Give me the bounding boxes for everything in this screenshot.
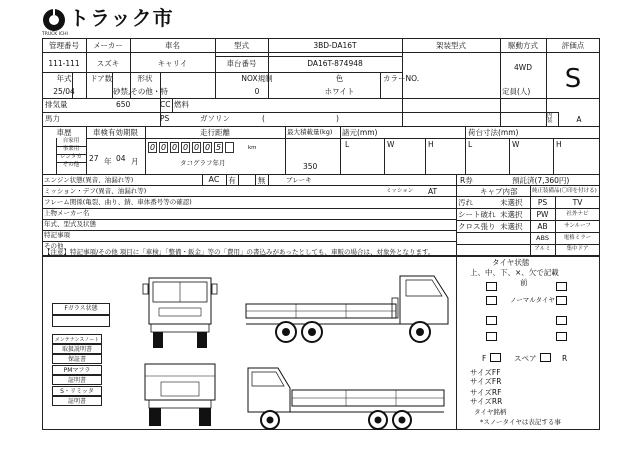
- expiry-year: 27: [89, 154, 99, 163]
- dims-l: L: [345, 140, 350, 149]
- odo-unit: km: [248, 145, 257, 151]
- r-value: 預託済(7,360円): [512, 176, 570, 185]
- doc-pm-cert: 証明書: [52, 375, 102, 385]
- tire-title: タイヤ状態: [492, 258, 530, 267]
- equip-pw: PW: [536, 210, 549, 219]
- equip-alumi: アルミ: [534, 246, 551, 252]
- equip-tv: TV: [572, 198, 583, 207]
- displacement-value: 650: [116, 100, 131, 109]
- doc-pm-muffler: PMマフラ: [52, 365, 102, 375]
- tire-size-rf: サイズRF: [470, 388, 502, 397]
- equip-sunroof: サンルーフ: [564, 223, 591, 229]
- expiry-month: 04: [116, 154, 126, 163]
- odo-label: 走行距離: [200, 128, 230, 137]
- equip-central-door: 集中ドア: [566, 246, 589, 252]
- cab-seat-label: シート破れ: [458, 210, 496, 219]
- capacity-label: 定員(人): [502, 87, 531, 96]
- rating-value: S: [564, 64, 582, 94]
- expiry-month-unit: 月: [131, 157, 139, 166]
- doc-warranty: 保証書: [52, 354, 102, 364]
- other-row: その他: [44, 242, 64, 250]
- year-value: 25/04: [53, 87, 75, 96]
- bed-label: 荷台寸法(mm): [468, 128, 519, 137]
- equip-ab: AB: [537, 222, 548, 231]
- rating-label: 評価点: [561, 41, 585, 50]
- odo-digit-1: 0: [149, 143, 156, 152]
- tire-snow-note: *スノータイヤは表記する事: [480, 418, 561, 426]
- tire-ff-right[interactable]: [556, 282, 567, 291]
- tire-fr-left[interactable]: [486, 296, 497, 305]
- logo-mark-icon: [42, 8, 66, 32]
- tire-fr-right[interactable]: [556, 296, 567, 305]
- doc-s-cert: 証明書: [52, 396, 102, 406]
- tire-size-rr: サイズRR: [470, 397, 503, 406]
- truck-side-view-icon: [236, 268, 456, 356]
- frame-value: DA16T-874948: [307, 59, 363, 68]
- inspect-item-2: 事業用: [62, 146, 80, 152]
- tacho-label: タコグラフ年月: [180, 159, 226, 167]
- mission-tag: ミッション: [386, 188, 414, 194]
- body-type-label: 架装型式: [436, 41, 466, 50]
- fuel-value: ガソリン: [200, 114, 230, 123]
- tire-f-label: F: [482, 354, 487, 363]
- tire-rr-left[interactable]: [486, 332, 497, 341]
- odo-digit-2: 0: [160, 143, 167, 152]
- nox-label: NOX規制: [241, 74, 273, 83]
- color-label: 色: [335, 74, 344, 83]
- model-value: 3BD-DA16T: [313, 41, 357, 50]
- cab-seat-value: 未選択: [500, 210, 523, 219]
- odo-digit-7: 5: [215, 143, 222, 152]
- odo-digit-4: 0: [182, 143, 189, 152]
- fuel-paren-close: ): [336, 114, 339, 123]
- tire-rf-left[interactable]: [486, 316, 497, 325]
- tire-maker-label: タイヤ銘柄: [474, 408, 507, 416]
- nox-value: 0: [254, 87, 260, 96]
- tire-normal: ノーマルタイヤ: [510, 296, 555, 304]
- frame-row: フレーム関係(亀裂、曲り、錆、車体番号等の確認): [44, 198, 192, 206]
- hp-label: 馬力: [45, 114, 60, 123]
- tire-front: 前: [520, 278, 528, 287]
- equip-mirror: 電格ミラー: [563, 235, 592, 241]
- tire-spare-label: スペア: [514, 354, 537, 363]
- interior-value: A: [576, 115, 582, 124]
- color-no-label: カラーNO.: [383, 74, 420, 83]
- maker-label: メーカー: [93, 41, 123, 50]
- doc-maint-note: メンテナンスノート: [52, 334, 102, 344]
- bed-l: L: [468, 140, 473, 149]
- logo-subtext: TRUCK ICHI: [42, 32, 68, 37]
- hp-unit: PS: [160, 114, 170, 123]
- cab-cloth-value: 未選択: [500, 222, 523, 231]
- mission-label: ミッション・デフ(異音、油漏れ等): [44, 187, 147, 195]
- dims-w: W: [387, 140, 395, 149]
- inspect-item-4: その他: [62, 162, 80, 168]
- tire-sub: 上、中、下、×、欠で記載: [470, 268, 559, 277]
- inspect-item-1: 自家用: [62, 138, 80, 144]
- expiry-label: 車検有効期限: [93, 128, 138, 137]
- cab-cloth-label: クロス張り: [458, 222, 496, 231]
- frame-label: 車台番号: [226, 59, 257, 68]
- tire-f-box[interactable]: [490, 353, 501, 362]
- odo-digit-3: 0: [171, 143, 178, 152]
- dims-label: 諸元(mm): [342, 128, 378, 137]
- logo-text: トラック市: [69, 6, 174, 30]
- equip-label: 純正装備品(〇印を付ける): [532, 188, 597, 194]
- doc-s-limiter: S・リミッタ: [52, 386, 102, 396]
- fuel-label: 燃料: [174, 100, 189, 109]
- upper-maker-row: 上物メーカー名: [44, 209, 90, 217]
- interior-label: 内装: [547, 113, 553, 124]
- max-load-value: 350: [303, 162, 318, 171]
- engine-label: エンジン状態(異音、油漏れ等): [44, 176, 134, 184]
- special-row: 特記事項: [44, 231, 70, 239]
- tire-spare-box[interactable]: [540, 353, 551, 362]
- maker-value: スズキ: [96, 59, 120, 68]
- logo: [42, 6, 172, 40]
- doc-fglass: Fガラス状態: [52, 303, 110, 315]
- name-value: キャリイ: [157, 59, 188, 68]
- ac-label: AC: [208, 175, 220, 184]
- drive-value: 4WD: [514, 63, 532, 72]
- bed-h: H: [556, 140, 562, 149]
- equip-abs: ABS: [536, 234, 549, 242]
- name-label: 車名: [165, 41, 180, 50]
- year-model-row: 年式、型式及状態: [44, 220, 96, 228]
- model-label: 型式: [234, 41, 249, 50]
- displacement-label: 排気量: [45, 100, 68, 109]
- fuel-paren-open: (: [262, 114, 265, 123]
- max-load-label: 最大積載量(kg): [287, 128, 333, 136]
- shape-value: 砂禁,その他・特: [113, 87, 168, 96]
- tire-rf-right[interactable]: [556, 316, 567, 325]
- mgmt-label: 管理番号: [49, 41, 79, 50]
- tire-ff-left[interactable]: [486, 282, 497, 291]
- equip-ps: PS: [537, 198, 548, 207]
- odo-digit-8: [225, 142, 234, 153]
- shape-label: 形状: [137, 74, 153, 83]
- equip-navi: 社外ナビ: [566, 211, 589, 217]
- notice: 【注意】特記事項/その他 項目に「車検」「整備・鈑金」等の「費用」の書込みがあったとしても、車販の場合は、対象外となります。: [44, 248, 435, 256]
- inspect-label: 車歴: [56, 128, 72, 137]
- odo-digit-6: 0: [204, 143, 211, 152]
- dims-h: H: [428, 140, 434, 149]
- tire-r-label: R: [562, 354, 568, 363]
- bed-w: W: [512, 140, 520, 149]
- tire-size-fr: サイズFR: [470, 377, 502, 386]
- drive-label: 駆動方式: [508, 41, 538, 50]
- tire-rr-right[interactable]: [556, 332, 567, 341]
- door-label: ドア数: [90, 74, 113, 83]
- doc-manual: 取扱説明書: [52, 344, 102, 354]
- r-label: R券: [460, 176, 473, 185]
- color-value: ホワイト: [324, 87, 355, 96]
- displacement-unit: CC: [160, 100, 171, 109]
- odo-digit-5: 0: [193, 143, 200, 152]
- ac-none: 無: [257, 176, 266, 185]
- tire-size-ff: サイズFF: [470, 368, 501, 377]
- mgmt-value: 111-111: [48, 59, 80, 68]
- cab-label: キャブ内部: [480, 187, 518, 196]
- inspect-item-3: レンタカ: [60, 154, 82, 160]
- truck-rear-view-icon: [141, 360, 219, 430]
- mission-value: AT: [428, 187, 438, 196]
- truck-side-view-opposite-icon: [236, 358, 456, 436]
- truck-front-view-icon: [141, 270, 219, 352]
- ac-have: 有: [228, 176, 236, 185]
- year-label: 年式: [56, 74, 72, 83]
- cab-dirt-value: 未選択: [500, 198, 523, 207]
- cab-dirt-label: 汚れ: [458, 198, 473, 207]
- brake-label: ブレーキ: [286, 176, 312, 184]
- expiry-year-unit: 年: [104, 157, 112, 166]
